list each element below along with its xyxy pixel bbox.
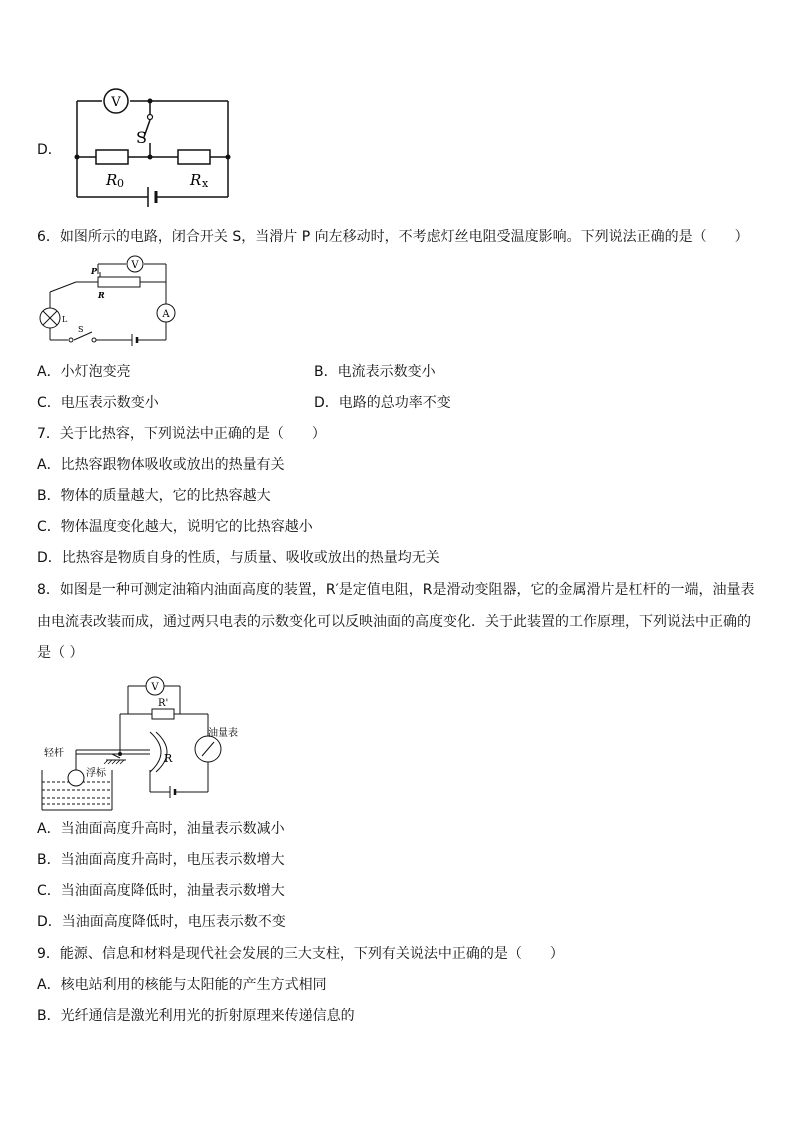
q7-stem: 7．关于比热容，下列说法中正确的是（ ） xyxy=(37,426,326,442)
q5-option-d-circuit xyxy=(60,85,250,215)
q6-slider-label: P xyxy=(91,266,98,276)
q7-option-d: D．比热容是物质自身的性质，与质量、吸收或放出的热量均无关 xyxy=(37,550,440,566)
q8-fixed-resistor-label: R' xyxy=(158,698,169,709)
q8-option-a: A．当油面高度升高时，油量表示数减小 xyxy=(37,821,285,837)
q8-rheostat-label: R xyxy=(164,752,173,765)
q9-option-b: B．光纤通信是激光利用光的折射原理来传递信息的 xyxy=(37,1008,355,1024)
q5-option-d-label: D． xyxy=(37,142,62,158)
q8-stem-line-3: 是（ ） xyxy=(37,645,84,661)
q5-rx-label: R xyxy=(190,171,202,189)
q8-gauge-label: 油量表 xyxy=(208,728,238,739)
q6-voltmeter-label: V xyxy=(131,260,139,271)
q7-option-a: A．比热容跟物体吸收或放出的热量有关 xyxy=(37,457,285,473)
q8-stem-line-1: 8．如图是一种可测定油箱内油面高度的装置，R′是定值电阻，R是滑动变阻器，它的金属滑片是杠杆的一端，油量表 xyxy=(37,582,755,598)
q5-r0-subscript: 0 xyxy=(117,177,124,190)
q9-stem: 9．能源、信息和材料是现代社会发展的三大支柱，下列有关说法中正确的是（ ） xyxy=(37,946,564,962)
q6-option-a: A．小灯泡变亮 xyxy=(37,364,131,380)
q5-switch-label: S xyxy=(136,128,147,147)
q8-voltmeter-label: V xyxy=(151,682,159,693)
q6-option-c: C．电压表示数变小 xyxy=(37,395,159,411)
q9-option-a: A．核电站利用的核能与太阳能的产生方式相同 xyxy=(37,977,327,993)
q5-r0-label: R xyxy=(106,171,118,189)
q8-option-c: C．当油面高度降低时，油量表示数增大 xyxy=(37,883,285,899)
q7-option-b: B．物体的质量越大，它的比热容越大 xyxy=(37,488,271,504)
q6-ammeter-label: A xyxy=(162,309,170,320)
q8-stem-line-2: 由电流表改装而成，通过两只电表的示数变化可以反映油面的高度变化．关于此装置的工作原理，下列说法中正确的 xyxy=(37,614,751,630)
q8-oil-gauge-diagram xyxy=(40,674,260,814)
q5-voltmeter-label: V xyxy=(111,95,121,110)
q6-circuit xyxy=(36,252,186,352)
q5-rx-subscript: x xyxy=(202,177,209,190)
q6-lamp-label: L xyxy=(62,315,68,324)
q6-rheostat-label: R xyxy=(98,290,105,300)
q8-float-label: 浮标 xyxy=(86,768,106,779)
q6-option-d: D．电路的总功率不变 xyxy=(314,395,451,411)
q6-switch-label: S xyxy=(78,325,84,334)
q8-option-d: D．当油面高度降低时，电压表示数不变 xyxy=(37,914,286,930)
q8-option-b: B．当油面高度升高时，电压表示数增大 xyxy=(37,852,285,868)
q8-lever-label: 轻杆 xyxy=(44,748,64,759)
q6-stem: 6．如图所示的电路，闭合开关 S，当滑片 P 向左移动时，不考虑灯丝电阻受温度影响。下列说法正确的是（ ） xyxy=(37,229,749,245)
q6-option-b: B．电流表示数变小 xyxy=(314,364,436,380)
q7-option-c: C．物体温度变化越大，说明它的比热容越小 xyxy=(37,519,313,535)
